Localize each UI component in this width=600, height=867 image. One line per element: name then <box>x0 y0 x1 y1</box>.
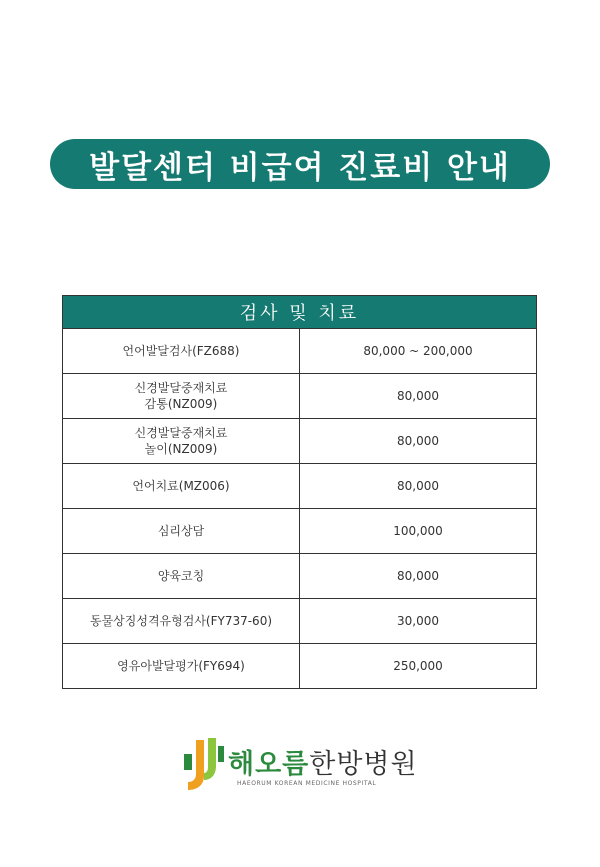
table-header-row <box>63 296 537 329</box>
logo-name: 해오름한방병원 <box>228 749 418 780</box>
item-name-line: 언어발달검사(FZ688) <box>122 344 240 358</box>
item-price-cell: 80,000 <box>300 419 537 464</box>
item-price-cell: 80,000 ~ 200,000 <box>300 329 537 374</box>
item-name-line: 양육코칭 <box>157 569 205 583</box>
item-name-cell <box>63 329 300 374</box>
item-name-line: 영유아발달평가(FY694) <box>117 659 245 673</box>
table-row <box>63 599 537 644</box>
item-name-cell <box>63 419 300 464</box>
table-row <box>63 554 537 599</box>
table-body <box>63 329 537 689</box>
table-row <box>63 644 537 689</box>
item-name-cell <box>63 599 300 644</box>
item-name-line: 놀이(NZ009) <box>144 442 218 456</box>
item-name-line: 감통(NZ009) <box>144 397 218 411</box>
item-name-line: 신경발달중재치료 <box>134 426 228 440</box>
item-price-cell: 80,000 <box>300 374 537 419</box>
hospital-logo <box>182 736 422 796</box>
item-name-cell <box>63 464 300 509</box>
item-price-cell: 80,000 <box>300 464 537 509</box>
item-name-line: 언어치료(MZ006) <box>132 479 230 493</box>
page-title: 발달센터 비급여 진료비 안내 <box>89 149 511 186</box>
item-price-cell: 250,000 <box>300 644 537 689</box>
item-price-cell: 80,000 <box>300 554 537 599</box>
item-name-cell <box>63 374 300 419</box>
logo-subtitle: HAEORUM KOREAN MEDICINE HOSPITAL <box>237 780 377 787</box>
item-name-line: 심리상담 <box>157 524 205 538</box>
logo-mark-icon <box>182 736 224 792</box>
fee-table <box>62 295 537 689</box>
item-name-cell <box>63 509 300 554</box>
item-name-cell <box>63 644 300 689</box>
table-row <box>63 509 537 554</box>
item-price-cell: 30,000 <box>300 599 537 644</box>
item-name-cell <box>63 554 300 599</box>
item-price-cell: 100,000 <box>300 509 537 554</box>
item-name-line: 동물상징성격유형검사(FY737-60) <box>89 614 273 628</box>
table-header: 검사 및 치료 <box>63 296 537 329</box>
title-banner <box>50 139 550 189</box>
table-row <box>63 329 537 374</box>
table-row <box>63 374 537 419</box>
table-row <box>63 419 537 464</box>
item-name-line: 신경발달중재치료 <box>134 381 228 395</box>
table-row <box>63 464 537 509</box>
